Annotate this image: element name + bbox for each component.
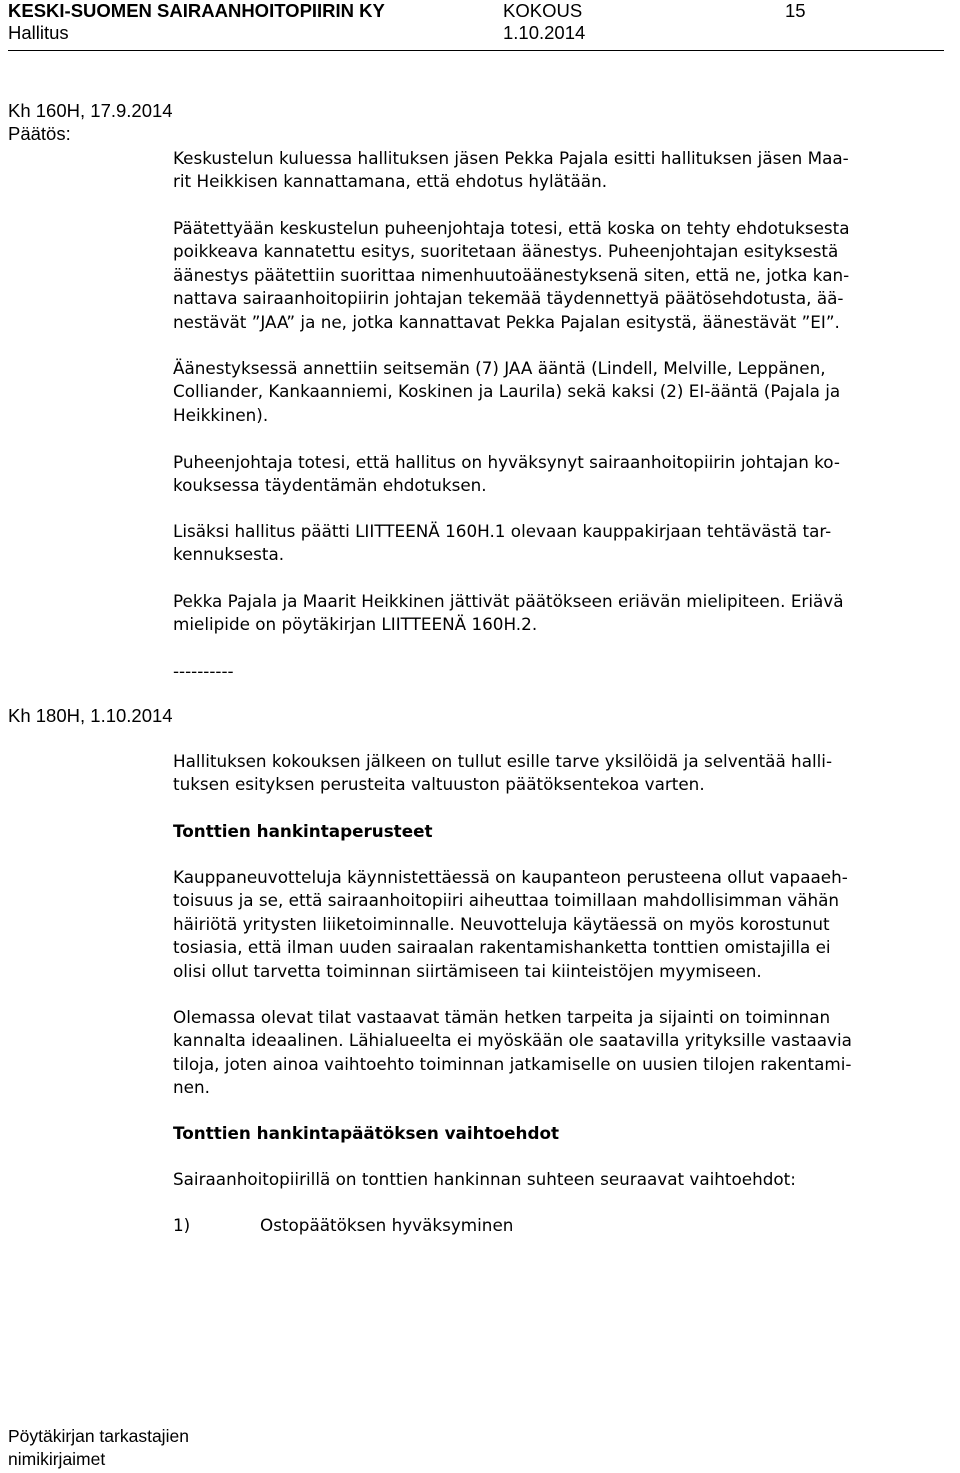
paragraph-chair-conclusion: Puheenjohtaja totesi, että hallitus on hyväksynyt sairaanhoitopiirin johtajan ko- kouksessa täydentämän ehdotuksen. xyxy=(173,452,840,496)
heading-decision-alternatives: Tonttien hankintapäätöksen vaihtoehdot xyxy=(173,1123,560,1143)
paragraph-dissent: Pekka Pajala ja Maarit Heikkinen jättivät päätökseen eriävän mielipiteen. Eriävä mielipide on pöytäkirjan LIITTEENÄ 160H.2. xyxy=(173,591,844,635)
paragraph-alternatives-intro: Sairaanhoitopiirillä on tonttien hankinnan suhteen seuraavat vaihtoehdot: xyxy=(173,1169,796,1189)
heading-acquisition-grounds: Tonttien hankintaperusteet xyxy=(173,821,433,841)
paragraph-clarification: Hallituksen kokouksen jälkeen on tullut esille tarve yksilöidä ja selventää halli- tuksen esityksen perusteita valtuuston päätöksentekoa varten. xyxy=(173,751,833,795)
case-reference-1: Kh 160H, 17.9.2014 xyxy=(8,100,173,121)
meeting-type: KOKOUS xyxy=(503,0,583,21)
separator-dashes: ---------- xyxy=(173,661,234,681)
paragraph-existing-facilities: Olemassa olevat tilat vastaavat tämän hetken tarpeita ja sijainti on toiminnan kannalta ideaalinen. Lähialueelta ei myöskään ole saatavilla yrityksille vastaavia tiloja, joten ainoa vaihtoehto toiminnan jatkamiselle on uusien tilojen rakentami- nen. xyxy=(173,1007,852,1098)
footer-initials-label: nimikirjaimet xyxy=(8,1449,106,1469)
meeting-date: 1.10.2014 xyxy=(503,22,586,43)
list-item-number: 1) xyxy=(173,1215,191,1235)
organization-name: KESKI-SUOMEN SAIRAANHOITOPIIRIN KY xyxy=(8,0,385,21)
paragraph-vote-procedure: Päätettyään keskustelun puheenjohtaja totesi, että koska on tehty ehdotuksesta poikkeava kannatettu esitys, suoritetaan äänestys. Puheenjohtajan esityksestä äänestys päätettiin suorittaa nimenhuutoäänestyksenä siten, että ne, jotka kan- nattava sairaanhoitopiirin johtajan tekemää täydennettyä päätösehdotusta, ää- nestävät ”JAA” ja ne, jotka kannattavat Pekka Pajalan esitystä, äänestävät ”EI”. xyxy=(173,218,850,332)
footer-inspectors-label: Pöytäkirjan tarkastajien xyxy=(8,1426,189,1446)
decision-label: Päätös: xyxy=(8,123,71,144)
governing-body: Hallitus xyxy=(8,22,69,43)
paragraph-additional-decision: Lisäksi hallitus päätti LIITTEENÄ 160H.1 olevaan kauppakirjaan tehtävästä tar- kennuksesta. xyxy=(173,521,832,565)
page-number: 15 xyxy=(785,0,806,21)
header-divider xyxy=(8,50,944,51)
case-reference-2: Kh 180H, 1.10.2014 xyxy=(8,705,173,726)
paragraph-negotiations: Kauppaneuvotteluja käynnistettäessä on kaupanteon perusteena ollut vapaaeh- toisuus ja se, että sairaanhoitopiiri aiheuttaa toimillaan mahdollisimman vähän häiriötä yritysten liiketoiminnalle. Neuvotteluja käytäessä on myös korostunut tosiasia, että ilman uuden sairaalan rakentamishanketta tonttien omistajilla ei olisi ollut tarvetta toiminnan siirtämiseen tai kiinteistöjen myymiseen. xyxy=(173,867,848,981)
paragraph-vote-result: Äänestyksessä annettiin seitsemän (7) JAA ääntä (Lindell, Melville, Leppänen, Colliander, Kankaanniemi, Koskinen ja Laurila) sekä kaksi (2) EI-ääntä (Pajala ja Heikkinen). xyxy=(173,358,841,425)
list-item-text: Ostopäätöksen hyväksyminen xyxy=(260,1215,514,1235)
paragraph-proposal: Keskustelun kuluessa hallituksen jäsen Pekka Pajala esitti hallituksen jäsen Maa- rit Heikkisen kannattamana, että ehdotus hylätään. xyxy=(173,148,849,192)
